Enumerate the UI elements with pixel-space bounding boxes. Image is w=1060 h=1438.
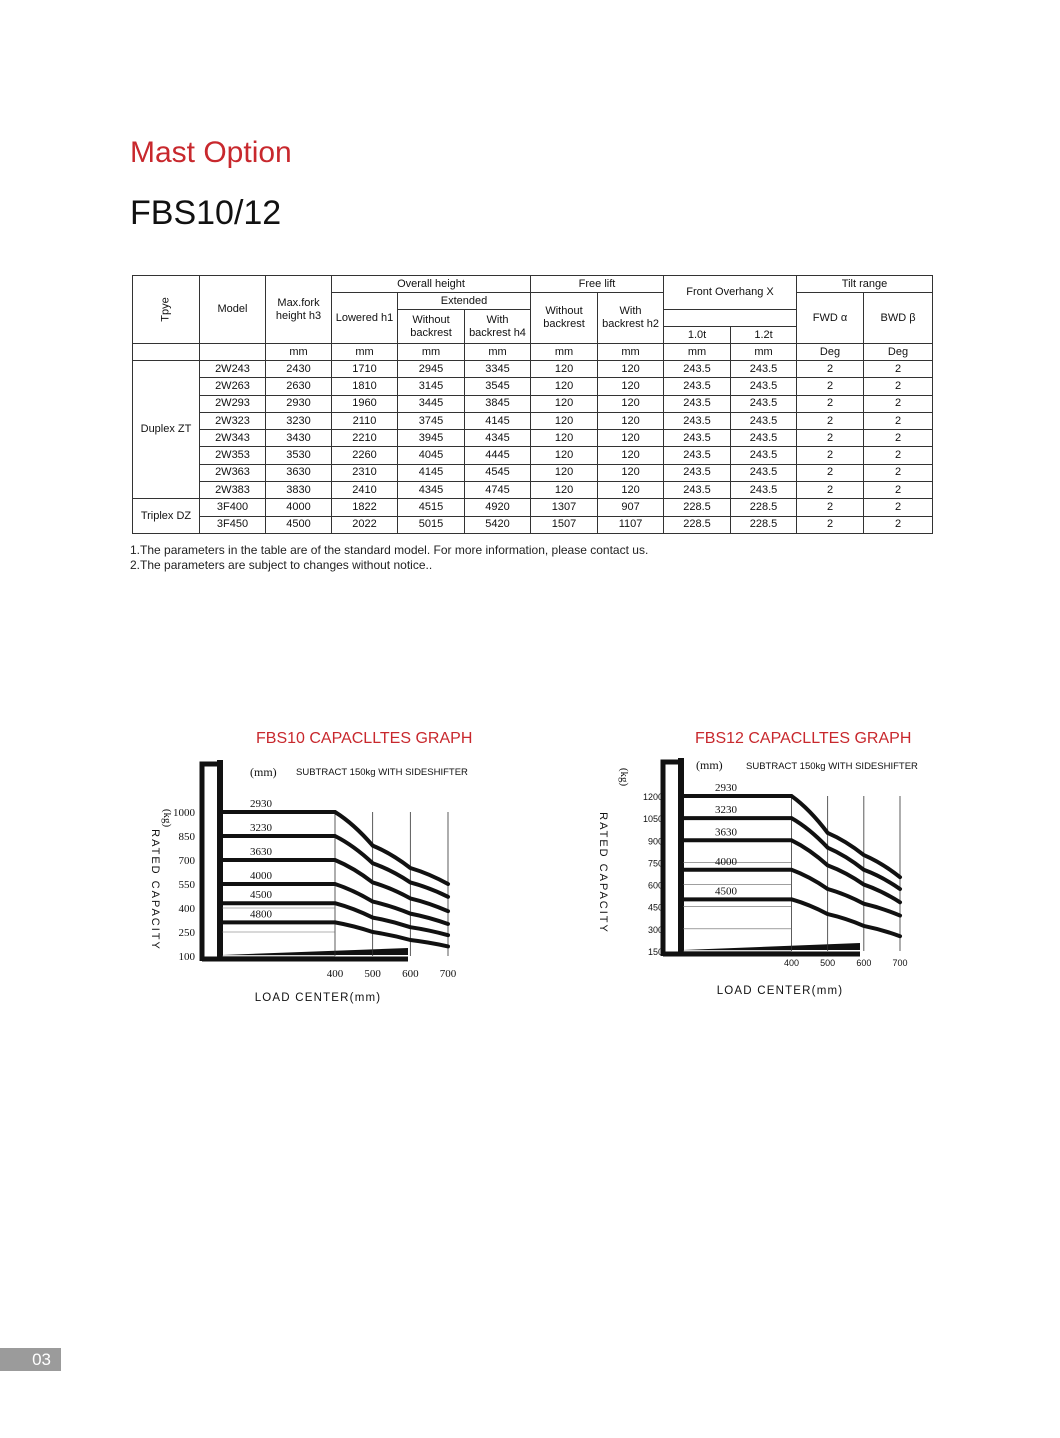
table-cell: 3545 [465,378,531,395]
fbs10-capacity-chart [130,755,490,1010]
header-front-overhang: Front Overhang X [664,276,797,310]
unit-cell: Deg [797,344,864,361]
table-cell: 120 [598,447,664,464]
fork-wedge [222,948,408,955]
table-cell: 120 [531,395,598,412]
page-title: Mast Option [130,136,292,169]
table-cell: 2 [797,464,864,481]
header-fwd: FWD α [797,293,864,344]
x-tick-label: 600 [402,968,419,980]
table-cell: 120 [598,361,664,378]
table-cell: 120 [598,378,664,395]
table-cell: 3945 [398,430,465,447]
y-tick-label: 600 [647,880,663,891]
header-lowered: Lowered h1 [332,293,398,344]
table-cell: 4000 [266,499,332,516]
table-cell: 3F400 [200,499,266,516]
table-cell: 120 [531,412,598,429]
table-cell: 120 [598,482,664,499]
table-cell: 243.5 [731,447,797,464]
page-subtitle: FBS10/12 [130,194,282,232]
series-label: 3230 [250,822,272,834]
table-cell: 2 [797,361,864,378]
table-cell: 2 [797,378,864,395]
table-cell: 5420 [465,516,531,533]
unit-cell: mm [731,344,797,361]
table-cell: 1710 [332,361,398,378]
table-cell: 4145 [465,412,531,429]
table-cell: 2 [864,499,933,516]
y-tick-label: 400 [178,903,195,915]
table-cell: 120 [531,464,598,481]
table-cell: 3230 [266,412,332,429]
table-cell: 2 [797,482,864,499]
table-cell: 2 [864,516,933,533]
unit-cell: mm [598,344,664,361]
y-tick-label: 1000 [173,807,195,819]
mast-spec-table [132,275,933,534]
table-row [133,447,933,464]
y-axis-title: RATED CAPACITY [149,829,161,951]
table-cell: 4345 [398,482,465,499]
table-cell: 3445 [398,395,465,412]
header-type: Tpye [133,276,200,344]
table-cell: 243.5 [664,412,731,429]
table-cell: 2 [864,447,933,464]
type-cell: Duplex ZT [133,361,200,499]
y-tick-label: 150 [647,947,663,957]
header-fo-12: 1.2t [731,327,797,344]
table-cell: 120 [531,361,598,378]
fbs12-capacity-chart [580,755,940,1000]
series-label: 2930 [715,782,737,794]
table-row [133,430,933,447]
table-cell: 4445 [465,447,531,464]
header-tilt-range: Tilt range [797,276,933,293]
series-label: 3630 [715,826,737,839]
table-cell: 3F450 [200,516,266,533]
table-cell: 1307 [531,499,598,516]
unit-cell: Deg [864,344,933,361]
table-cell: 228.5 [731,499,797,516]
series-label: 4000 [250,870,272,882]
table-cell: 4745 [465,482,531,499]
table-cell: 2 [797,516,864,533]
table-cell: 228.5 [731,516,797,533]
table-cell: 2W343 [200,430,266,447]
table-row [133,464,933,481]
table-cell: 243.5 [731,464,797,481]
table-cell: 4345 [465,430,531,447]
table-cell: 243.5 [731,430,797,447]
header-model: Model [200,276,266,344]
table-cell: 2W363 [200,464,266,481]
series-label: 2930 [250,798,272,810]
y-tick-label: 1200 [642,792,663,802]
header-overall-height: Overall height [332,276,531,293]
table-cell: 243.5 [664,447,731,464]
table-cell: 907 [598,499,664,516]
table-cell: 3345 [465,361,531,378]
x-tick-label: 500 [820,958,836,968]
y-tick-label: 1050 [642,814,663,825]
y-tick-label: 100 [178,951,195,963]
table-cell: 228.5 [664,516,731,533]
table-cell: 2110 [332,412,398,429]
sideshifter-note: SUBTRACT 150kg WITH SIDESHIFTER [296,767,468,778]
table-cell: 2 [864,482,933,499]
table-cell: 243.5 [731,412,797,429]
table-cell: 243.5 [731,361,797,378]
fork-wedge [683,943,860,950]
y-tick-label: 700 [178,855,195,867]
table-cell: 3430 [266,430,332,447]
table-row [133,412,933,429]
x-tick-label: 400 [783,958,800,968]
table-cell: 2W323 [200,412,266,429]
table-cell: 243.5 [731,378,797,395]
x-tick-label: 700 [892,958,908,968]
y-axis-unit: (kg) [618,767,630,787]
series-label: 4500 [250,889,272,902]
table-cell: 1960 [332,395,398,412]
table-cell: 2W353 [200,447,266,464]
table-cell: 2 [864,395,933,412]
table-cell: 120 [531,447,598,464]
series-label: 4500 [715,885,737,898]
x-tick-label: 700 [439,968,457,980]
y-tick-label: 550 [178,879,195,891]
x-axis-title: LOAD CENTER(mm) [716,985,844,997]
table-cell: 228.5 [664,499,731,516]
note-2: 2.The parameters are subject to changes without notice.. [130,558,433,572]
x-tick-label: 400 [326,968,344,980]
series-label: 4000 [715,855,737,868]
table-cell: 1810 [332,378,398,395]
table-cell: 243.5 [664,361,731,378]
table-row [133,395,933,412]
table-cell: 2 [864,430,933,447]
y-axis-title: RATED CAPACITY [597,812,609,934]
table-cell: 3830 [266,482,332,499]
unit-cell: mm [465,344,531,361]
y-tick-label: 300 [647,924,663,935]
table-cell: 2 [797,499,864,516]
table-cell: 4920 [465,499,531,516]
table-cell: 243.5 [731,395,797,412]
table-row [133,361,933,378]
table-cell: 4045 [398,447,465,464]
series-label: 3630 [250,846,272,858]
table-cell: 1107 [598,516,664,533]
table-cell: 243.5 [664,464,731,481]
table-cell: 243.5 [731,482,797,499]
table-cell: 2260 [332,447,398,464]
unit-cell: mm [664,344,731,361]
header-fl-without: Without backrest [531,293,598,344]
table-cell: 2 [864,464,933,481]
table-cell: 243.5 [664,482,731,499]
y-tick-label: 750 [647,858,663,869]
header-ext-with: With backrest h4 [465,310,531,344]
table-cell: 2410 [332,482,398,499]
table-cell: 2430 [266,361,332,378]
table-cell: 2930 [266,395,332,412]
note-1: 1.The parameters in the table are of the standard model. For more information, please contact us. [130,543,649,557]
table-cell: 120 [531,378,598,395]
table-cell: 2 [864,378,933,395]
table-row [133,516,933,533]
table-cell: 2 [797,430,864,447]
table-cell: 2 [864,361,933,378]
table-cell: 3530 [266,447,332,464]
unit-cell: mm [266,344,332,361]
header-free-lift: Free lift [531,276,664,293]
series-label: 3230 [715,804,737,817]
table-cell: 243.5 [664,430,731,447]
header-fo-10: 1.0t [664,327,731,344]
y-tick-label: 850 [178,831,195,843]
table-cell: 3745 [398,412,465,429]
header-bwd: BWD β [864,293,933,344]
table-cell: 2W263 [200,378,266,395]
x-tick-label: 600 [856,958,872,968]
table-cell: 120 [598,464,664,481]
series-unit-label: (mm) [250,765,277,779]
header-max-fork: Max.fork height h3 [266,276,332,344]
y-tick-label: 250 [178,927,195,939]
unit-cell: mm [398,344,465,361]
unit-cell: mm [531,344,598,361]
fbs12-chart-title: FBS12 CAPACLLTES GRAPH [695,730,912,747]
series-label: 4800 [250,908,272,921]
sideshifter-note: SUBTRACT 150kg WITH SIDESHIFTER [746,761,918,772]
table-row [133,499,933,516]
header-extended: Extended [398,293,531,310]
page-number: 03 [0,1348,61,1371]
table-notes [130,543,648,573]
table-cell: 120 [531,430,598,447]
table-cell: 243.5 [664,395,731,412]
table-cell: 2W383 [200,482,266,499]
table-cell: 3845 [465,395,531,412]
table-cell: 4500 [266,516,332,533]
table-cell: 243.5 [664,378,731,395]
header-fo-spacer [664,310,797,327]
table-cell: 2210 [332,430,398,447]
table-cell: 3630 [266,464,332,481]
table-cell: 2310 [332,464,398,481]
table-cell: 1507 [531,516,598,533]
series-unit-label: (mm) [696,758,723,772]
unit-cell [200,344,266,361]
table-cell: 5015 [398,516,465,533]
table-cell: 3145 [398,378,465,395]
table-cell: 4515 [398,499,465,516]
table-cell: 2 [797,395,864,412]
table-cell: 120 [598,412,664,429]
table-cell: 1822 [332,499,398,516]
table-cell: 2022 [332,516,398,533]
x-tick-label: 500 [364,968,381,980]
y-tick-label: 450 [647,902,663,913]
table-cell: 2W243 [200,361,266,378]
table-row [133,378,933,395]
spec-table-body [133,361,933,534]
table-cell: 2630 [266,378,332,395]
table-cell: 2 [797,412,864,429]
header-ext-without: Without backrest [398,310,465,344]
table-cell: 4145 [398,464,465,481]
y-axis-unit: (kg) [161,808,173,828]
table-cell: 120 [531,482,598,499]
table-row [133,482,933,499]
table-cell: 120 [598,395,664,412]
table-cell: 2945 [398,361,465,378]
table-cell: 4545 [465,464,531,481]
y-tick-label: 900 [647,836,663,847]
fbs10-chart-title: FBS10 CAPACLLTES GRAPH [256,730,473,747]
unit-cell [133,344,200,361]
table-cell: 120 [598,430,664,447]
table-cell: 2 [864,412,933,429]
x-axis-title: LOAD CENTER(mm) [254,992,382,1004]
type-cell: Triplex DZ [133,499,200,534]
table-cell: 2W293 [200,395,266,412]
header-fl-with: With backrest h2 [598,293,664,344]
table-cell: 2 [797,447,864,464]
unit-cell: mm [332,344,398,361]
